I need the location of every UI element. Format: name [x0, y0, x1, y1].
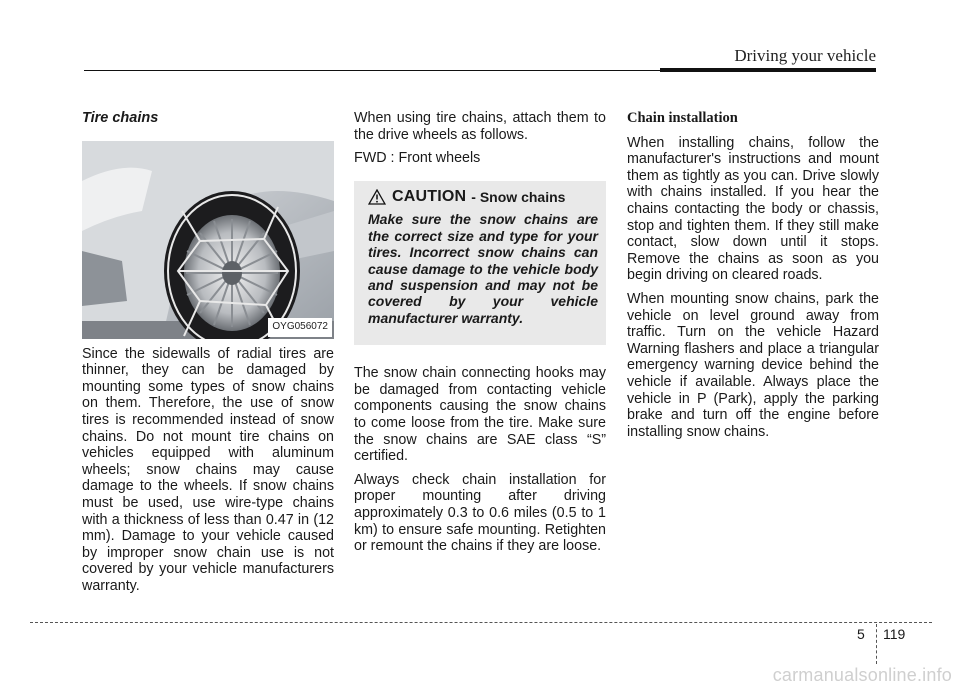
middle-column — [354, 110, 606, 562]
page-number-divider — [876, 624, 877, 664]
left-column — [82, 110, 334, 602]
tire-chains-paragraph: Since the sidewalls of radial tires are thinner, they can be damaged by mounting some types of snow chains on them. Therefore, the use of snow tires is recommended instead of snow chains. Do not mount tire chains on vehicles equipped with aluminum wheels; snow chains may cause damage to the wheels. If snow chains must be used, use wire-type chains with a thickness of less than 0.47 in (12 mm). Damage to your vehicle caused by improper snow chain use is not covered by your vehicle manufacturers warranty. — [82, 345, 334, 594]
caution-title: CAUTION — [392, 187, 467, 205]
watermark: carmanualsonline.info — [772, 665, 952, 685]
chapter-number: 5 — [857, 626, 865, 642]
footer-rule — [30, 622, 932, 623]
drive-wheels-intro: When using tire chains, attach them to the drive wheels as follows. — [354, 110, 606, 143]
fwd-note: FWD : Front wheels — [354, 150, 481, 167]
page-number: 119 — [883, 626, 906, 642]
connecting-hooks-paragraph: The snow chain connecting hooks may be damaged from contacting vehicle components causing the snow chains to come loose from the tire. Make sure the snow chains are SAE class “S” certified. — [354, 365, 606, 465]
caution-subtitle: - Snow chains — [471, 188, 566, 205]
installing-chains-paragraph: When installing chains, follow the manufacturer's instructions and mount them as tightly as you can. Drive slowly with chains installed. If you hear the chains contacting the body or chassis, stop and tighten them. If they still make contact, slow down until it stops. Remove the chains as soon as you begin driving on cleared roads. — [627, 134, 879, 284]
caution-box — [354, 181, 606, 345]
header-rule-accent — [660, 68, 876, 72]
mounting-chains-paragraph: When mounting snow chains, park the vehicle on level ground away from traffic. Turn on the vehicle Hazard Warning flashers and place a triangular emergency warning device behind the vehicle if available. Always place the vehicle in P (Park), apply the parking brake and turn off the engine before installing snow chains. — [627, 290, 879, 440]
running-header-title: Driving your vehicle — [734, 46, 876, 65]
tire-chain-illustration — [82, 141, 334, 339]
warning-triangle-icon — [368, 189, 386, 205]
figure-code: OYG056072 — [268, 318, 332, 337]
caution-body: Make sure the snow chains are the correct size and type for your tires. Incorrect snow chains can cause damage to the vehicle body and suspension and may not be covered by your vehicle manufacturer warranty. — [368, 211, 598, 326]
caution-header — [368, 189, 598, 206]
check-installation-paragraph: Always check chain installation for proper mounting after driving approximately 0.3 to 0.6 miles (0.5 to 1 km) to ensure safe mounting. Retighten or remount the chains if they are loose. — [354, 471, 606, 555]
right-column — [627, 110, 879, 447]
section-heading-chain-installation: Chain installation — [627, 110, 738, 126]
tire-chain-figure — [82, 141, 334, 339]
section-heading-tire-chains: Tire chains — [82, 110, 159, 126]
